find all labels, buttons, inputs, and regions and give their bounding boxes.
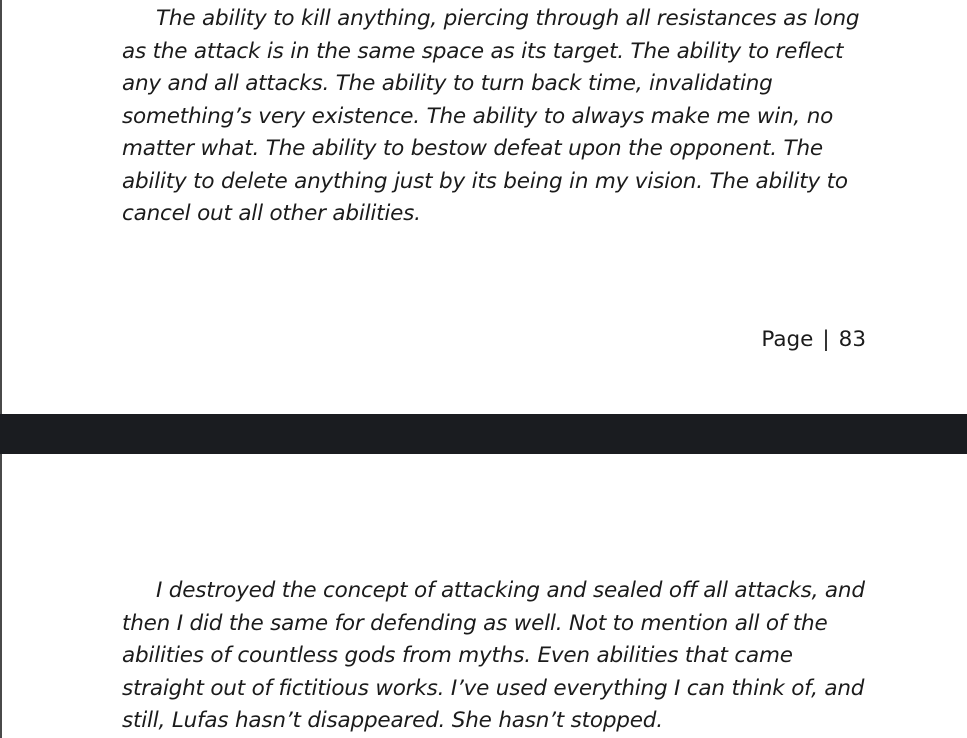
paragraph-line: matter what. The ability to bestow defeat upon the opponent. The [122,136,823,161]
page-84 [0,454,967,738]
paragraph-line: then I did the same for defending as well. Not to mention all of the [122,610,828,636]
paragraph-line: I destroyed the concept of attacking and sealed off all attacks, and [156,578,865,603]
paragraph-line: still, Lufas hasn’t disappeared. She hasn’t stopped. [122,708,663,733]
page-84-paragraph [122,575,882,738]
page-separator: | [822,327,830,352]
paragraph-line: as the attack is in the same space as its target. The ability to reflect [122,38,844,64]
page-label: Page [761,327,814,352]
paragraph-line: ability to delete anything just by its being in my vision. The ability to [122,168,848,194]
paragraph-line: The ability to kill anything, piercing through all resistances as long [156,6,860,31]
paragraph-line: abilities of countless gods from myths. Even abilities that came [122,643,793,668]
paragraph-line: any and all attacks. The ability to turn back time, invalidating [122,71,773,96]
paragraph-line: cancel out all other abilities. [122,201,421,226]
page-83-paragraph [122,3,882,231]
paragraph-line: straight out of fictitious works. I’ve used everything I can think of, and [122,675,865,701]
page-number-footer [761,325,866,355]
paragraph-line: something’s very existence. The ability to always make me win, no [122,103,834,129]
page-number: 83 [838,327,866,352]
